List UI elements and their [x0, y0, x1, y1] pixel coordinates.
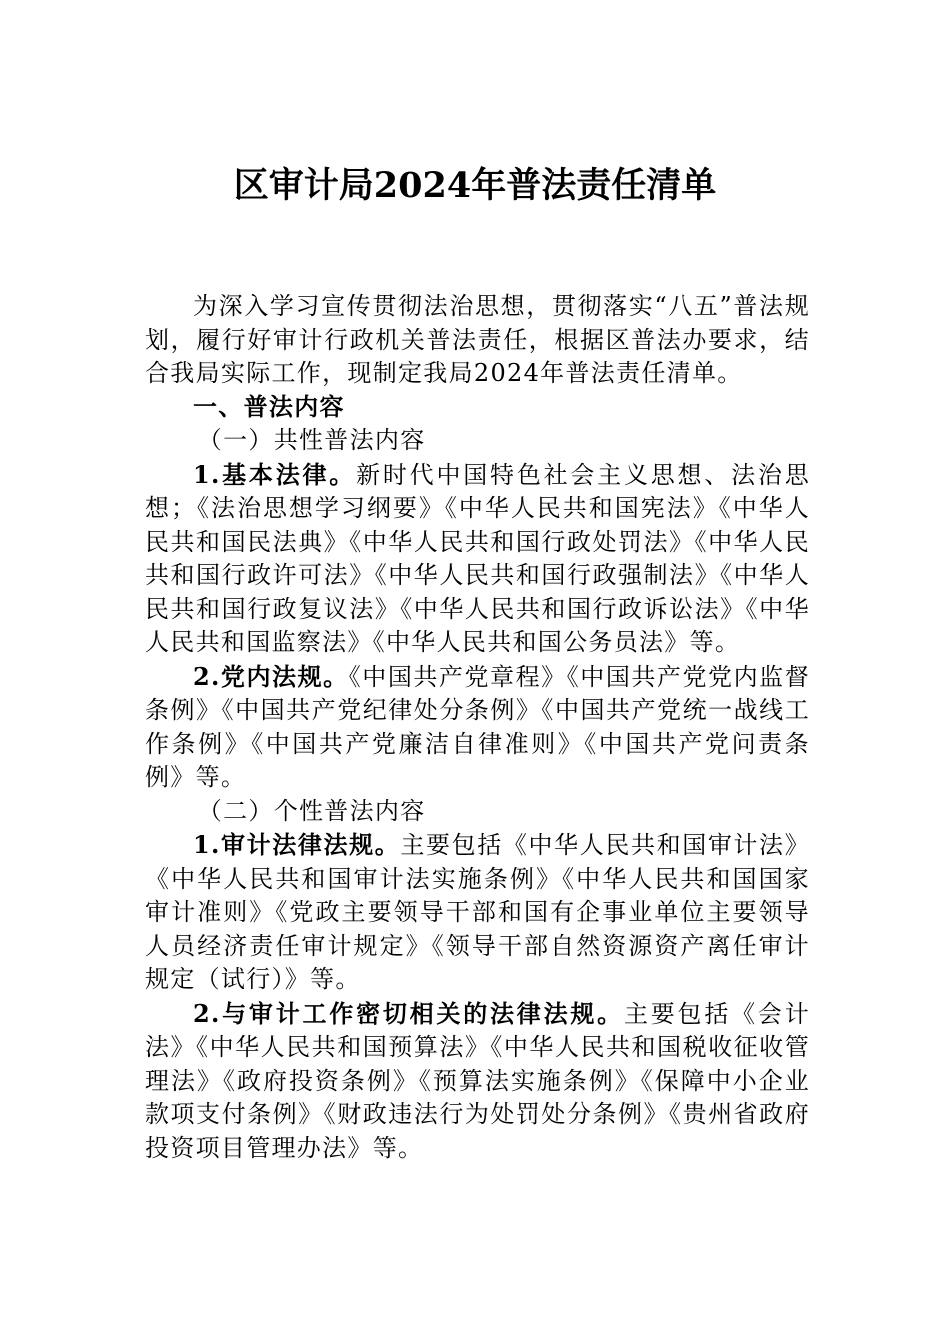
paragraph-audit-laws [145, 828, 810, 997]
subsection-heading-specific: （二）个性普法内容 [197, 796, 426, 825]
document-body [145, 290, 810, 1165]
paragraph-related-laws [145, 997, 810, 1166]
text-related-laws: 主要包括《会计法》《中华人民共和国预算法》《中华人民共和国税收征收管理法》《政府投资条例》《预算法实施条例》《保障中小企业款项支付条例》《财政违法行为处罚处分条例》《贵州省政府投资项目管理办法》等。 [145, 999, 810, 1162]
paragraph-party-regulations [145, 660, 810, 795]
text-party-regulations: 《中国共产党章程》《中国共产党党内监督条例》《中国共产党纪律处分条例》《中国共产党统一战线工作条例》《中国共产党廉洁自律准则》《中国共产党问责条例》等。 [145, 662, 811, 791]
text-audit-laws: 主要包括《中华人民共和国审计法》《中华人民共和国审计法实施条例》《中华人民共和国国家审计准则》《党政主要领导干部和国有企事业单位主要领导人员经济责任审计规定》《领导干部自然资源资产离任审计规定（试行）》等。 [145, 831, 810, 993]
paragraph-basic-laws [145, 458, 810, 660]
lead-party-regulations: 2.党内法规。 [193, 661, 349, 691]
text-basic-laws: 新时代中国特色社会主义思想、法治思想；《法治思想学习纲要》《中华人民共和国宪法》《中华人民共和国民法典》《中华人民共和国行政处罚法》《中华人民共和国行政许可法》《中华人民共和国行政强制法》《中华人民共和国行政复议法》《中华人民共和国行政诉讼法》《中华人民共和国监察法》《中华人民共和国公务员法》等。 [145, 460, 810, 656]
section-heading-content: 一、普法内容 [193, 392, 345, 421]
lead-related-laws: 2.与审计工作密切相关的法律法规。 [193, 998, 624, 1028]
document-title: 区审计局2024年普法责任清单 [233, 165, 717, 206]
lead-basic-laws: 1.基本法律。 [193, 459, 357, 489]
intro-paragraph: 为深入学习宣传贯彻法治思想，贯彻落实“八五”普法规划，履行好审计行政机关普法责任，根据区普法办要求，结合我局实际工作，现制定我局2024年普法责任清单。 [145, 292, 810, 387]
subsection-heading-common: （一）共性普法内容 [197, 426, 426, 454]
lead-audit-laws: 1.审计法律法规。 [193, 830, 401, 859]
